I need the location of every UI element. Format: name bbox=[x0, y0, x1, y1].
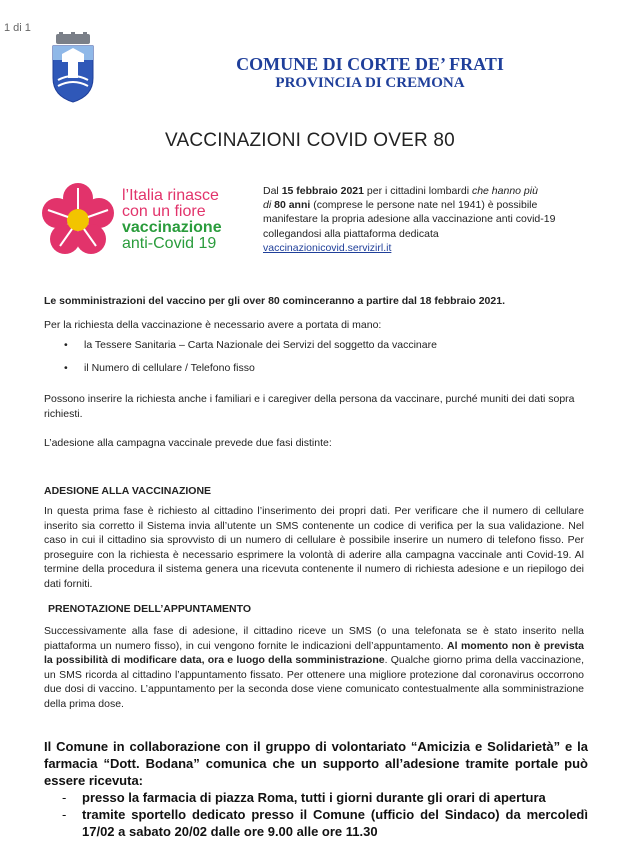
prenotazione-heading: PRENOTAZIONE DELL’APPUNTAMENTO bbox=[48, 603, 252, 615]
comune-title: COMUNE DI CORTE DE’ FRATI bbox=[236, 54, 504, 74]
letterhead bbox=[150, 54, 590, 93]
requirements-intro: Per la richiesta della vaccinazione è necessario avere a portata di mano: bbox=[44, 319, 382, 331]
logo-line-2: con un fiore bbox=[122, 203, 206, 220]
provincia-title: PROVINCIA DI CREMONA bbox=[275, 75, 465, 91]
age-threshold: 80 anni bbox=[274, 199, 311, 212]
logo-line-4: anti-Covid 19 bbox=[122, 235, 217, 252]
platform-link[interactable]: vaccinazionicovid.servizirl.it bbox=[263, 241, 392, 254]
no-modify-notice: Al momento non è prevista la possibilità di modificare data, ora e luogo della somministrazione bbox=[44, 639, 584, 666]
primula-flower-icon bbox=[40, 182, 116, 258]
logo-line-1: l’Italia rinasce bbox=[122, 187, 219, 204]
municipal-crest-icon bbox=[50, 32, 96, 104]
page-title: VACCINAZIONI COVID OVER 80 bbox=[165, 130, 455, 151]
start-date: 15 febbraio 2021 bbox=[281, 185, 364, 197]
logo-text bbox=[122, 188, 222, 252]
adesione-heading: ADESIONE ALLA VACCINAZIONE bbox=[44, 485, 212, 497]
logo-line-3: vaccinazione bbox=[122, 219, 222, 236]
start-notice: Le somministrazioni del vaccino per gli over 80 cominceranno a partire dal 18 febbraio 2021. bbox=[44, 295, 505, 307]
prenotazione-text: Successivamente alla fase di adesione, il cittadino riceve un SMS (o una telefonata se è stato inserito nella piattaforma un numero fisso), in cui vengono fornite le indicazioni dell’appuntamento. Al momento non è prevista la possibilità di modificare data, ora e luogo della somministrazione. Qualche giorno prima della vaccinazione, un SMS ricorda al cittadino l’appuntamento fissato. Per ottenere una migliore protezione dal coronavirus occorrono due dosi di vaccino. L’appuntamento per la seconda dose viene comunicato contestualmente alla somministrazione della prima dose. bbox=[44, 625, 585, 710]
family-note: Possono inserire la richiesta anche i familiari e i caregiver della persona da vaccinare, purché muniti dei dati sopra richiesti. bbox=[44, 393, 575, 420]
list-item: - presso la farmacia di piazza Roma, tutti i giorni durante gli orari di apertura bbox=[44, 789, 588, 806]
requirements-list bbox=[44, 338, 584, 375]
closing-text: Il Comune in collaborazione con il gruppo di volontariato “Amicizia e Solidarietà” e la farmacia “Dott. Bodana” comunica che un supporto all’adesione tramite portale può essere ricevuta: bbox=[44, 739, 588, 788]
closing-section bbox=[44, 738, 588, 840]
campaign-logo bbox=[40, 178, 240, 260]
list-item: • la Tessere Sanitaria – Carta Nazionale dei Servizi del soggetto da vaccinare bbox=[44, 338, 584, 353]
page-indicator: 1 di 1 bbox=[4, 22, 31, 34]
adesione-text: In questa prima fase è richiesto al cittadino l’inserimento dei propri dati. Per verificare che il numero di cellulare inserito sia corretto il Sistema invia all’utente un SMS contenente un codice di verifica per la sua validazione. Nel caso in cui il cittadino sia sprovvisto di un numero di cellulare è possibile inserire un numero di telefono fisso. Per proseguire con la richiesta è necessario esprimere la volontà di aderire alla campagna vaccinale anti Covid-19. Al termine della procedura il sistema genera una ricevuta contenente il numero di richiesta adesione e un riepilogo dei dati forniti. bbox=[44, 505, 584, 590]
phases-intro: L’adesione alla campagna vaccinale prevede due fasi distinte: bbox=[44, 437, 332, 449]
intro-paragraph: Dal 15 febbraio 2021 per i cittadini lombardi che hanno più di 80 anni (comprese le persone nate nel 1941) è possibile manifestare la propria adesione alla vaccinazione anti covid-19 collegandosi alla piattaforma dedicata vaccinazionicovid.servizirl.it bbox=[263, 185, 556, 254]
list-item: - tramite sportello dedicato presso il Comune (ufficio del Sindaco) da mercoledì 17/02 a sabato 20/02 dalle ore 9.00 alle ore 11.30 bbox=[44, 806, 588, 840]
list-item: • il Numero di cellulare / Telefono fisso bbox=[44, 361, 584, 376]
